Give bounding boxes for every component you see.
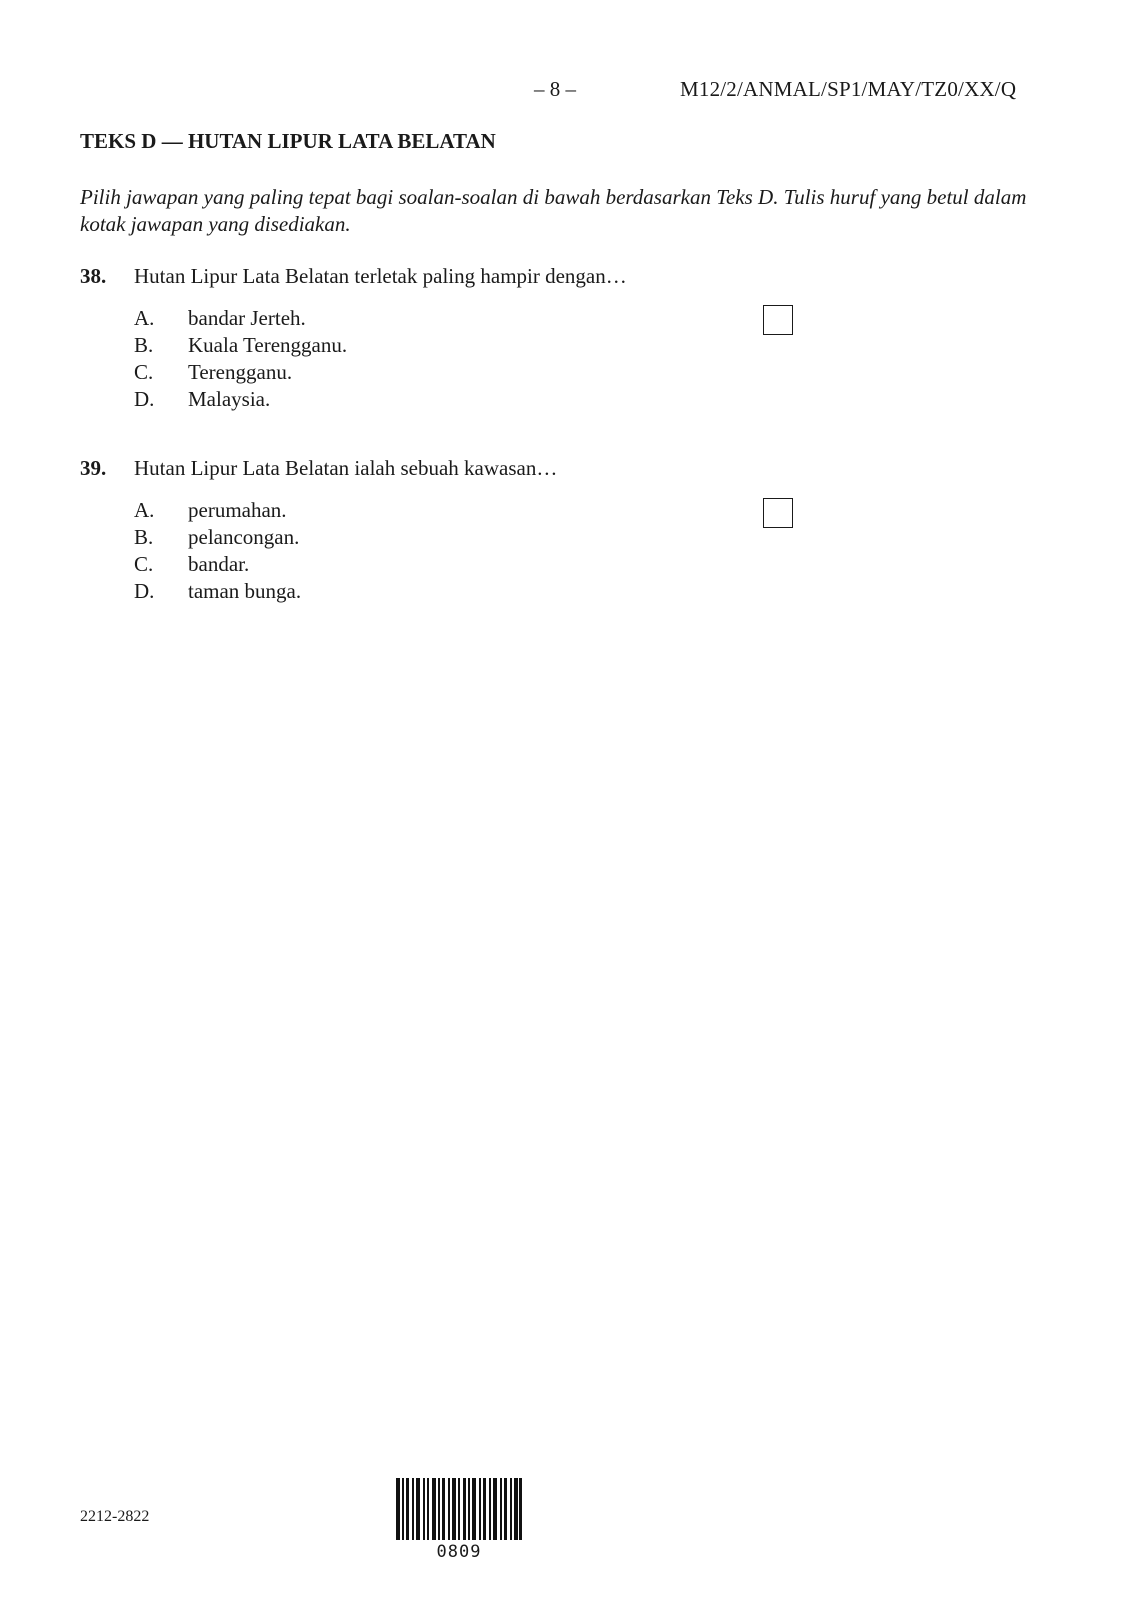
question-39-text: Hutan Lipur Lata Belatan ialah sebuah kawasan… <box>134 456 558 480</box>
question-38-option-c-letter: C. <box>134 360 154 384</box>
question-39-answer-box[interactable] <box>763 498 793 528</box>
question-39-option-b-letter: B. <box>134 525 154 549</box>
question-38-option-d-letter: D. <box>134 387 155 411</box>
question-39-option-a-letter: A. <box>134 498 155 522</box>
question-38-answer-box[interactable] <box>763 305 793 335</box>
section-title: TEKS D — HUTAN LIPUR LATA BELATAN <box>80 129 496 153</box>
instructions: Pilih jawapan yang paling tepat bagi soalan-soalan di bawah berdasarkan Teks D. Tulis huruf yang betul dalam kotak jawapan yang disediakan. <box>80 185 1027 236</box>
question-39-option-d-letter: D. <box>134 579 155 603</box>
question-38-option-c-text: Terengganu. <box>188 360 293 384</box>
question-38-option-a-letter: A. <box>134 306 155 330</box>
barcode <box>396 1478 522 1540</box>
question-39-option-c-letter: C. <box>134 552 154 576</box>
question-38-option-d-text: Malaysia. <box>188 387 271 411</box>
question-39-number: 39. <box>80 456 107 480</box>
question-38-text: Hutan Lipur Lata Belatan terletak paling hampir dengan… <box>134 264 627 288</box>
page-number: – 8 – <box>534 77 576 101</box>
question-39-option-b-text: pelancongan. <box>188 525 300 549</box>
question-39-option-d-text: taman bunga. <box>188 579 302 603</box>
barcode-number: 0809 <box>436 1542 482 1562</box>
question-38-number: 38. <box>80 264 107 288</box>
question-39-option-a-text: perumahan. <box>188 498 287 522</box>
question-38-option-b-text: Kuala Terengganu. <box>188 333 348 357</box>
footer-code: 2212-2822 <box>80 1508 150 1525</box>
question-39-option-c-text: bandar. <box>188 552 250 576</box>
question-38-option-b-letter: B. <box>134 333 154 357</box>
paper-code: M12/2/ANMAL/SP1/MAY/TZ0/XX/Q <box>680 77 1017 101</box>
question-38-option-a-text: bandar Jerteh. <box>188 306 306 330</box>
